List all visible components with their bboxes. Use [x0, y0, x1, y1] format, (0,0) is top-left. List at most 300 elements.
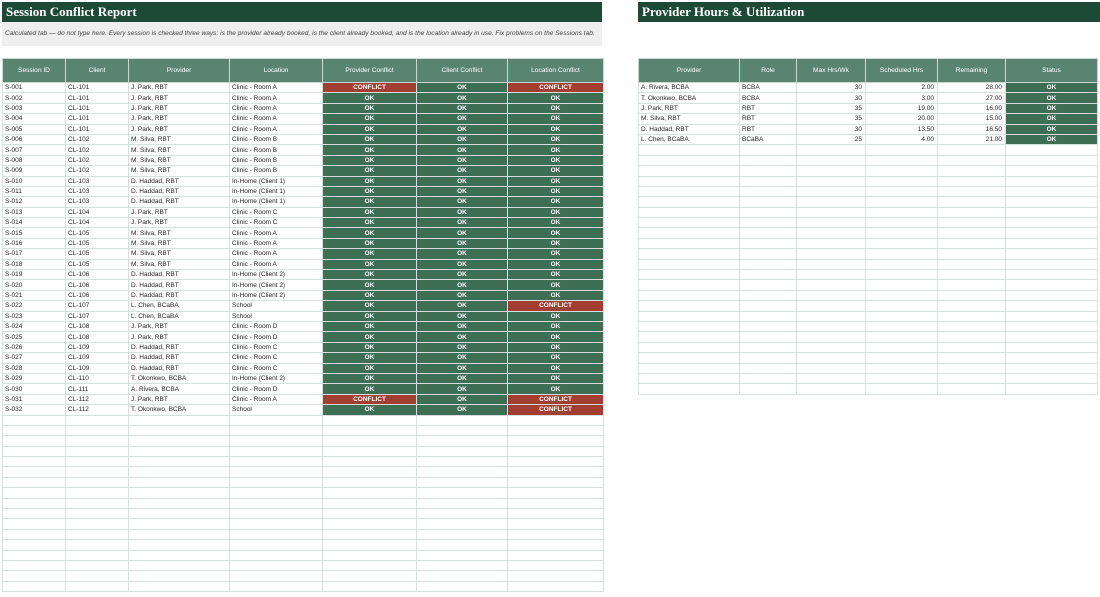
status-cell[interactable]: OK	[1006, 124, 1098, 134]
empty-cell[interactable]	[639, 259, 740, 269]
client-conflict-cell[interactable]: OK	[417, 280, 508, 290]
empty-cell[interactable]	[3, 415, 66, 425]
empty-cell[interactable]	[1006, 186, 1098, 196]
empty-cell[interactable]	[66, 457, 129, 467]
empty-cell[interactable]	[66, 529, 129, 539]
session-id-cell[interactable]: S-001	[3, 83, 66, 93]
client-conflict-cell[interactable]: OK	[417, 259, 508, 269]
location-cell[interactable]: In-Home (Client 1)	[230, 197, 323, 207]
location-conflict-cell[interactable]: OK	[508, 259, 604, 269]
provider-conflict-cell[interactable]: OK	[323, 373, 417, 383]
location-cell[interactable]: Clinic - Room A	[230, 114, 323, 124]
empty-cell[interactable]	[508, 457, 604, 467]
empty-cell[interactable]	[639, 207, 740, 217]
status-cell[interactable]: OK	[1006, 83, 1098, 93]
empty-cell[interactable]	[866, 321, 938, 331]
remaining-cell[interactable]: 16.00	[938, 103, 1006, 113]
provider-cell[interactable]: J. Park, RBT	[129, 83, 230, 93]
client-conflict-cell[interactable]: OK	[417, 218, 508, 228]
empty-cell[interactable]	[639, 353, 740, 363]
location-conflict-cell[interactable]: OK	[508, 238, 604, 248]
remaining-cell[interactable]: 16.50	[938, 124, 1006, 134]
empty-cell[interactable]	[129, 425, 230, 435]
provider-conflict-cell[interactable]: OK	[323, 186, 417, 196]
empty-cell[interactable]	[66, 467, 129, 477]
empty-cell[interactable]	[3, 457, 66, 467]
empty-cell[interactable]	[1006, 218, 1098, 228]
location-conflict-cell[interactable]: OK	[508, 145, 604, 155]
empty-cell[interactable]	[938, 342, 1006, 352]
provider-cell[interactable]: D. Haddad, RBT	[129, 197, 230, 207]
client-conflict-cell[interactable]: OK	[417, 249, 508, 259]
empty-cell[interactable]	[1006, 145, 1098, 155]
client-cell[interactable]: CL-103	[66, 197, 129, 207]
empty-cell[interactable]	[129, 540, 230, 550]
empty-cell[interactable]	[866, 238, 938, 248]
client-cell[interactable]: CL-105	[66, 238, 129, 248]
empty-cell[interactable]	[66, 425, 129, 435]
client-conflict-cell[interactable]: OK	[417, 103, 508, 113]
session-id-cell[interactable]: S-018	[3, 259, 66, 269]
location-conflict-cell[interactable]: CONFLICT	[508, 301, 604, 311]
provider-cell[interactable]: D. Haddad, RBT	[129, 363, 230, 373]
empty-cell[interactable]	[323, 425, 417, 435]
location-cell[interactable]: Clinic - Room B	[230, 155, 323, 165]
empty-cell[interactable]	[3, 498, 66, 508]
empty-cell[interactable]	[938, 176, 1006, 186]
empty-cell[interactable]	[417, 425, 508, 435]
header-location[interactable]: Location	[230, 59, 323, 83]
empty-cell[interactable]	[323, 550, 417, 560]
empty-cell[interactable]	[508, 446, 604, 456]
provider-cell[interactable]: M. Silva, RBT	[129, 259, 230, 269]
empty-cell[interactable]	[129, 415, 230, 425]
empty-cell[interactable]	[3, 477, 66, 487]
provider-conflict-cell[interactable]: OK	[323, 176, 417, 186]
empty-cell[interactable]	[1006, 280, 1098, 290]
client-conflict-cell[interactable]: OK	[417, 363, 508, 373]
empty-cell[interactable]	[129, 457, 230, 467]
location-conflict-cell[interactable]: OK	[508, 218, 604, 228]
header-remaining[interactable]: Remaining	[938, 59, 1006, 83]
provider-cell[interactable]: M. Silva, RBT	[129, 166, 230, 176]
location-cell[interactable]: School	[230, 311, 323, 321]
empty-cell[interactable]	[740, 363, 797, 373]
client-cell[interactable]: CL-109	[66, 353, 129, 363]
provider-cell[interactable]: D. Haddad, RBT	[129, 290, 230, 300]
client-conflict-cell[interactable]: OK	[417, 238, 508, 248]
client-conflict-cell[interactable]: OK	[417, 207, 508, 217]
provider-conflict-cell[interactable]: OK	[323, 311, 417, 321]
client-conflict-cell[interactable]: OK	[417, 353, 508, 363]
empty-cell[interactable]	[66, 519, 129, 529]
empty-cell[interactable]	[938, 238, 1006, 248]
empty-cell[interactable]	[1006, 166, 1098, 176]
provider-conflict-cell[interactable]: OK	[323, 155, 417, 165]
empty-cell[interactable]	[417, 457, 508, 467]
empty-cell[interactable]	[508, 550, 604, 560]
provider-conflict-cell[interactable]: OK	[323, 353, 417, 363]
client-conflict-cell[interactable]: OK	[417, 166, 508, 176]
empty-cell[interactable]	[508, 509, 604, 519]
empty-cell[interactable]	[323, 571, 417, 581]
empty-cell[interactable]	[230, 477, 323, 487]
header-client[interactable]: Client	[66, 59, 129, 83]
empty-cell[interactable]	[639, 176, 740, 186]
provider-conflict-cell[interactable]: OK	[323, 93, 417, 103]
location-conflict-cell[interactable]: OK	[508, 363, 604, 373]
empty-cell[interactable]	[66, 446, 129, 456]
client-cell[interactable]: CL-108	[66, 332, 129, 342]
client-conflict-cell[interactable]: OK	[417, 186, 508, 196]
empty-cell[interactable]	[740, 218, 797, 228]
empty-cell[interactable]	[66, 415, 129, 425]
location-cell[interactable]: School	[230, 405, 323, 415]
empty-cell[interactable]	[797, 197, 866, 207]
location-cell[interactable]: In-Home (Client 1)	[230, 176, 323, 186]
max-hrs-cell[interactable]: 30	[797, 83, 866, 93]
empty-cell[interactable]	[129, 488, 230, 498]
provider-cell[interactable]: D. Haddad, RBT	[129, 176, 230, 186]
provider-cell[interactable]: L. Chen, BCaBA	[129, 311, 230, 321]
location-cell[interactable]: Clinic - Room A	[230, 394, 323, 404]
provider-conflict-cell[interactable]: OK	[323, 280, 417, 290]
session-id-cell[interactable]: S-024	[3, 321, 66, 331]
client-conflict-cell[interactable]: OK	[417, 270, 508, 280]
location-cell[interactable]: Clinic - Room A	[230, 249, 323, 259]
client-cell[interactable]: CL-106	[66, 270, 129, 280]
location-cell[interactable]: Clinic - Room C	[230, 342, 323, 352]
empty-cell[interactable]	[938, 207, 1006, 217]
empty-cell[interactable]	[740, 332, 797, 342]
empty-cell[interactable]	[508, 477, 604, 487]
empty-cell[interactable]	[129, 498, 230, 508]
location-cell[interactable]: Clinic - Room C	[230, 353, 323, 363]
location-cell[interactable]: Clinic - Room C	[230, 207, 323, 217]
empty-cell[interactable]	[417, 550, 508, 560]
empty-cell[interactable]	[1006, 353, 1098, 363]
location-conflict-cell[interactable]: OK	[508, 373, 604, 383]
client-cell[interactable]: CL-112	[66, 394, 129, 404]
scheduled-hrs-cell[interactable]: 13.50	[866, 124, 938, 134]
empty-cell[interactable]	[323, 519, 417, 529]
client-cell[interactable]: CL-109	[66, 342, 129, 352]
provider-conflict-cell[interactable]: OK	[323, 124, 417, 134]
empty-cell[interactable]	[1006, 290, 1098, 300]
empty-cell[interactable]	[3, 519, 66, 529]
empty-cell[interactable]	[639, 301, 740, 311]
empty-cell[interactable]	[740, 249, 797, 259]
provider-cell[interactable]: J. Park, RBT	[129, 124, 230, 134]
client-conflict-cell[interactable]: OK	[417, 93, 508, 103]
session-id-cell[interactable]: S-005	[3, 124, 66, 134]
client-cell[interactable]: CL-107	[66, 311, 129, 321]
empty-cell[interactable]	[508, 425, 604, 435]
session-id-cell[interactable]: S-011	[3, 186, 66, 196]
empty-cell[interactable]	[508, 560, 604, 570]
empty-cell[interactable]	[129, 529, 230, 539]
client-cell[interactable]: CL-102	[66, 155, 129, 165]
location-cell[interactable]: Clinic - Room D	[230, 321, 323, 331]
empty-cell[interactable]	[129, 436, 230, 446]
location-conflict-cell[interactable]: OK	[508, 321, 604, 331]
provider-conflict-cell[interactable]: OK	[323, 321, 417, 331]
empty-cell[interactable]	[66, 581, 129, 591]
empty-cell[interactable]	[740, 166, 797, 176]
header-client-conflict[interactable]: Client Conflict	[417, 59, 508, 83]
provider-conflict-cell[interactable]: OK	[323, 270, 417, 280]
client-conflict-cell[interactable]: OK	[417, 197, 508, 207]
location-cell[interactable]: Clinic - Room A	[230, 83, 323, 93]
client-conflict-cell[interactable]: OK	[417, 342, 508, 352]
empty-cell[interactable]	[323, 560, 417, 570]
location-cell[interactable]: Clinic - Room A	[230, 228, 323, 238]
session-id-cell[interactable]: S-010	[3, 176, 66, 186]
scheduled-hrs-cell[interactable]: 3.00	[866, 93, 938, 103]
empty-cell[interactable]	[639, 342, 740, 352]
session-id-cell[interactable]: S-014	[3, 218, 66, 228]
provider-cell[interactable]: T. Okonkwo, BCBA	[129, 405, 230, 415]
remaining-cell[interactable]: 21.00	[938, 134, 1006, 144]
empty-cell[interactable]	[797, 166, 866, 176]
empty-cell[interactable]	[508, 488, 604, 498]
empty-cell[interactable]	[1006, 249, 1098, 259]
empty-cell[interactable]	[129, 467, 230, 477]
empty-cell[interactable]	[938, 259, 1006, 269]
provider-conflict-cell[interactable]: OK	[323, 166, 417, 176]
empty-cell[interactable]	[508, 467, 604, 477]
scheduled-hrs-cell[interactable]: 20.00	[866, 114, 938, 124]
role-cell[interactable]: RBT	[740, 103, 797, 113]
empty-cell[interactable]	[323, 581, 417, 591]
empty-cell[interactable]	[129, 509, 230, 519]
empty-cell[interactable]	[866, 384, 938, 394]
session-id-cell[interactable]: S-026	[3, 342, 66, 352]
empty-cell[interactable]	[3, 540, 66, 550]
location-cell[interactable]: In-Home (Client 2)	[230, 373, 323, 383]
location-cell[interactable]: Clinic - Room A	[230, 238, 323, 248]
provider-conflict-cell[interactable]: OK	[323, 197, 417, 207]
header-location-conflict[interactable]: Location Conflict	[508, 59, 604, 83]
empty-cell[interactable]	[797, 249, 866, 259]
empty-cell[interactable]	[740, 321, 797, 331]
empty-cell[interactable]	[3, 509, 66, 519]
session-id-cell[interactable]: S-023	[3, 311, 66, 321]
provider-conflict-cell[interactable]: OK	[323, 145, 417, 155]
provider-conflict-cell[interactable]: OK	[323, 405, 417, 415]
empty-cell[interactable]	[866, 342, 938, 352]
header-hours-provider[interactable]: Provider	[639, 59, 740, 83]
empty-cell[interactable]	[3, 560, 66, 570]
session-id-cell[interactable]: S-007	[3, 145, 66, 155]
empty-cell[interactable]	[230, 560, 323, 570]
provider-conflict-cell[interactable]: OK	[323, 301, 417, 311]
empty-cell[interactable]	[797, 259, 866, 269]
empty-cell[interactable]	[230, 529, 323, 539]
empty-cell[interactable]	[797, 353, 866, 363]
location-cell[interactable]: In-Home (Client 2)	[230, 290, 323, 300]
provider-conflict-cell[interactable]: OK	[323, 259, 417, 269]
empty-cell[interactable]	[797, 332, 866, 342]
client-conflict-cell[interactable]: OK	[417, 228, 508, 238]
status-cell[interactable]: OK	[1006, 103, 1098, 113]
scheduled-hrs-cell[interactable]: 2.00	[866, 83, 938, 93]
location-conflict-cell[interactable]: OK	[508, 124, 604, 134]
empty-cell[interactable]	[797, 373, 866, 383]
empty-cell[interactable]	[66, 477, 129, 487]
empty-cell[interactable]	[938, 290, 1006, 300]
client-cell[interactable]: CL-106	[66, 280, 129, 290]
empty-cell[interactable]	[866, 332, 938, 342]
empty-cell[interactable]	[866, 155, 938, 165]
provider-cell[interactable]: J. Park, RBT	[129, 321, 230, 331]
provider-cell[interactable]: J. Park, RBT	[129, 394, 230, 404]
client-cell[interactable]: CL-109	[66, 363, 129, 373]
client-conflict-cell[interactable]: OK	[417, 145, 508, 155]
empty-cell[interactable]	[66, 488, 129, 498]
client-cell[interactable]: CL-108	[66, 321, 129, 331]
location-conflict-cell[interactable]: OK	[508, 93, 604, 103]
client-cell[interactable]: CL-103	[66, 186, 129, 196]
header-scheduled-hrs[interactable]: Scheduled Hrs	[866, 59, 938, 83]
empty-cell[interactable]	[323, 540, 417, 550]
empty-cell[interactable]	[3, 529, 66, 539]
provider-conflict-cell[interactable]: OK	[323, 103, 417, 113]
empty-cell[interactable]	[866, 290, 938, 300]
empty-cell[interactable]	[866, 228, 938, 238]
location-conflict-cell[interactable]: OK	[508, 207, 604, 217]
session-id-cell[interactable]: S-003	[3, 103, 66, 113]
empty-cell[interactable]	[1006, 373, 1098, 383]
location-cell[interactable]: In-Home (Client 2)	[230, 280, 323, 290]
client-cell[interactable]: CL-101	[66, 124, 129, 134]
provider-conflict-cell[interactable]: OK	[323, 218, 417, 228]
empty-cell[interactable]	[639, 384, 740, 394]
empty-cell[interactable]	[797, 321, 866, 331]
provider-conflict-cell[interactable]: OK	[323, 228, 417, 238]
client-cell[interactable]: CL-106	[66, 290, 129, 300]
empty-cell[interactable]	[323, 446, 417, 456]
client-cell[interactable]: CL-101	[66, 93, 129, 103]
location-cell[interactable]: School	[230, 301, 323, 311]
empty-cell[interactable]	[639, 155, 740, 165]
hours-provider-cell[interactable]: T. Okonkwo, BCBA	[639, 93, 740, 103]
empty-cell[interactable]	[230, 571, 323, 581]
client-cell[interactable]: CL-112	[66, 405, 129, 415]
empty-cell[interactable]	[230, 540, 323, 550]
client-conflict-cell[interactable]: OK	[417, 134, 508, 144]
location-conflict-cell[interactable]: OK	[508, 155, 604, 165]
empty-cell[interactable]	[938, 228, 1006, 238]
client-cell[interactable]: CL-104	[66, 218, 129, 228]
client-cell[interactable]: CL-110	[66, 373, 129, 383]
empty-cell[interactable]	[417, 540, 508, 550]
header-provider[interactable]: Provider	[129, 59, 230, 83]
empty-cell[interactable]	[1006, 259, 1098, 269]
empty-cell[interactable]	[66, 498, 129, 508]
location-cell[interactable]: Clinic - Room D	[230, 332, 323, 342]
scheduled-hrs-cell[interactable]: 19.00	[866, 103, 938, 113]
empty-cell[interactable]	[66, 571, 129, 581]
client-cell[interactable]: CL-102	[66, 166, 129, 176]
empty-cell[interactable]	[740, 259, 797, 269]
empty-cell[interactable]	[639, 249, 740, 259]
empty-cell[interactable]	[866, 176, 938, 186]
location-cell[interactable]: Clinic - Room C	[230, 363, 323, 373]
empty-cell[interactable]	[866, 270, 938, 280]
provider-cell[interactable]: J. Park, RBT	[129, 93, 230, 103]
location-conflict-cell[interactable]: OK	[508, 311, 604, 321]
location-cell[interactable]: In-Home (Client 2)	[230, 270, 323, 280]
empty-cell[interactable]	[508, 571, 604, 581]
session-id-cell[interactable]: S-029	[3, 373, 66, 383]
empty-cell[interactable]	[938, 145, 1006, 155]
client-conflict-cell[interactable]: OK	[417, 394, 508, 404]
session-id-cell[interactable]: S-021	[3, 290, 66, 300]
empty-cell[interactable]	[3, 571, 66, 581]
empty-cell[interactable]	[508, 498, 604, 508]
empty-cell[interactable]	[66, 436, 129, 446]
empty-cell[interactable]	[938, 332, 1006, 342]
role-cell[interactable]: BCBA	[740, 93, 797, 103]
client-cell[interactable]: CL-111	[66, 384, 129, 394]
role-cell[interactable]: RBT	[740, 114, 797, 124]
empty-cell[interactable]	[417, 529, 508, 539]
client-conflict-cell[interactable]: OK	[417, 405, 508, 415]
header-max-hrs[interactable]: Max Hrs/Wk	[797, 59, 866, 83]
provider-conflict-cell[interactable]: OK	[323, 207, 417, 217]
empty-cell[interactable]	[866, 280, 938, 290]
empty-cell[interactable]	[797, 290, 866, 300]
empty-cell[interactable]	[639, 373, 740, 383]
empty-cell[interactable]	[938, 155, 1006, 165]
empty-cell[interactable]	[417, 415, 508, 425]
remaining-cell[interactable]: 27.00	[938, 93, 1006, 103]
max-hrs-cell[interactable]: 30	[797, 93, 866, 103]
client-conflict-cell[interactable]: OK	[417, 373, 508, 383]
provider-cell[interactable]: M. Silva, RBT	[129, 134, 230, 144]
empty-cell[interactable]	[417, 436, 508, 446]
empty-cell[interactable]	[639, 228, 740, 238]
location-conflict-cell[interactable]: OK	[508, 270, 604, 280]
empty-cell[interactable]	[129, 571, 230, 581]
location-conflict-cell[interactable]: OK	[508, 166, 604, 176]
hours-provider-cell[interactable]: J. Park, RBT	[639, 103, 740, 113]
location-conflict-cell[interactable]: OK	[508, 197, 604, 207]
empty-cell[interactable]	[866, 373, 938, 383]
client-conflict-cell[interactable]: OK	[417, 83, 508, 93]
empty-cell[interactable]	[740, 238, 797, 248]
empty-cell[interactable]	[417, 571, 508, 581]
empty-cell[interactable]	[230, 467, 323, 477]
empty-cell[interactable]	[639, 238, 740, 248]
location-conflict-cell[interactable]: CONFLICT	[508, 405, 604, 415]
remaining-cell[interactable]: 15.00	[938, 114, 1006, 124]
empty-cell[interactable]	[938, 321, 1006, 331]
location-conflict-cell[interactable]: OK	[508, 103, 604, 113]
empty-cell[interactable]	[938, 166, 1006, 176]
provider-cell[interactable]: L. Chen, BCaBA	[129, 301, 230, 311]
client-conflict-cell[interactable]: OK	[417, 311, 508, 321]
location-conflict-cell[interactable]: OK	[508, 353, 604, 363]
empty-cell[interactable]	[323, 529, 417, 539]
provider-cell[interactable]: A. Rivera, BCBA	[129, 384, 230, 394]
scheduled-hrs-cell[interactable]: 4.00	[866, 134, 938, 144]
empty-cell[interactable]	[1006, 270, 1098, 280]
provider-cell[interactable]: D. Haddad, RBT	[129, 353, 230, 363]
client-cell[interactable]: CL-102	[66, 134, 129, 144]
empty-cell[interactable]	[66, 560, 129, 570]
